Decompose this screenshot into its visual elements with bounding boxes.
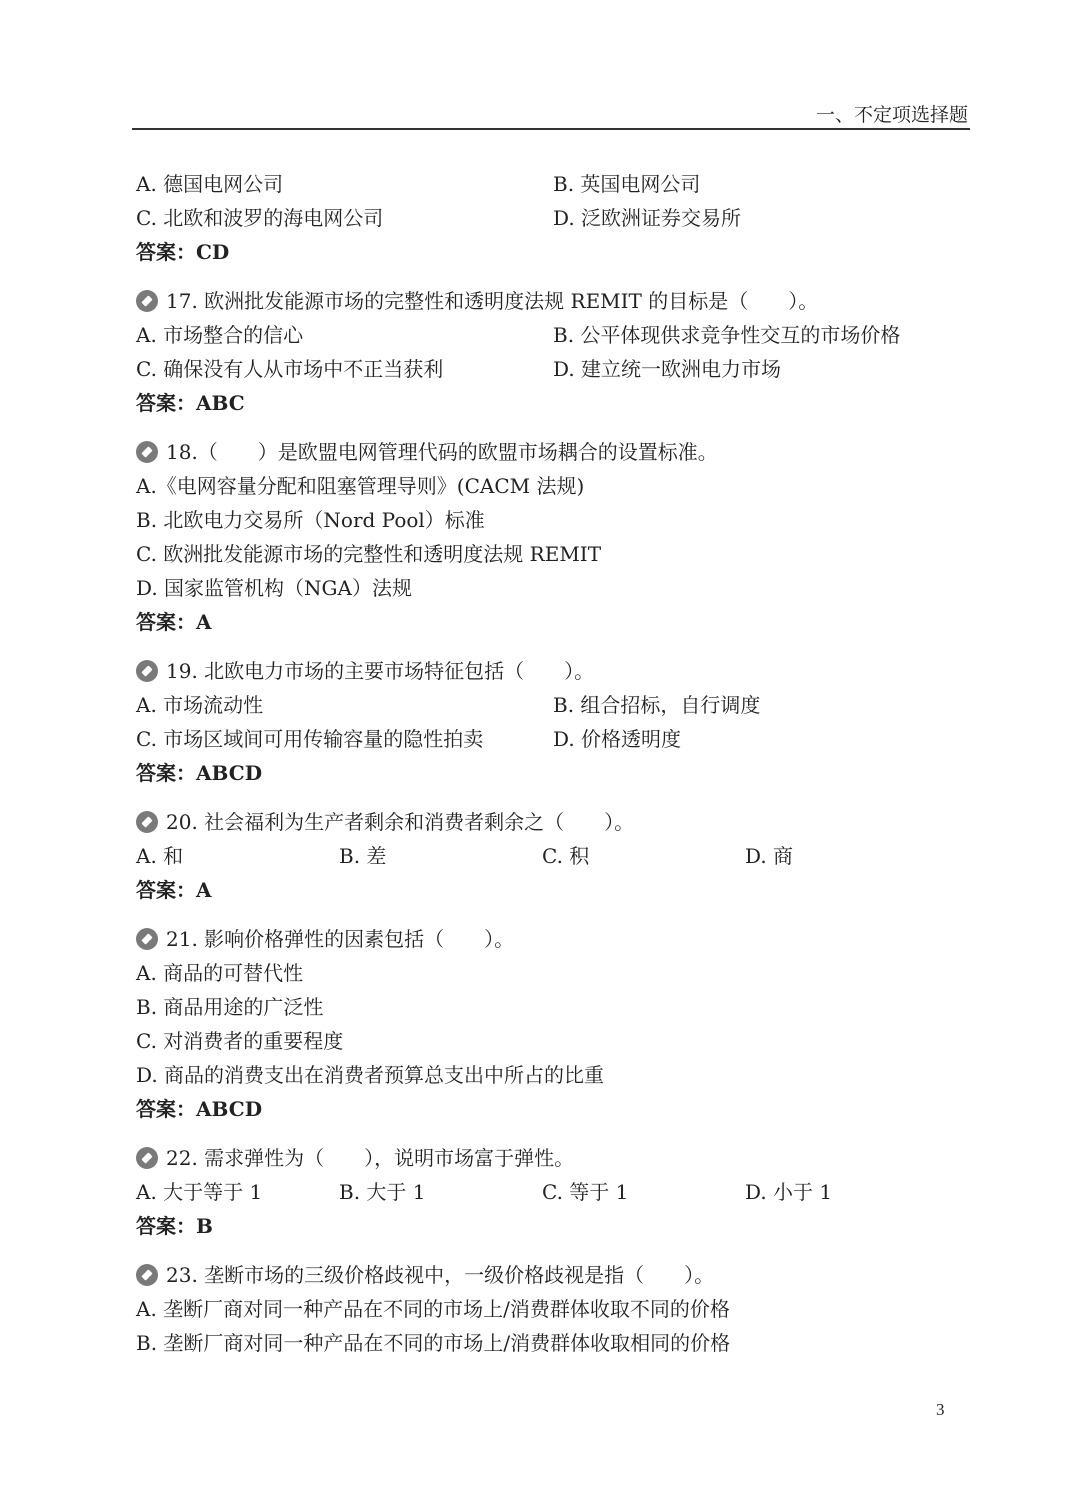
option-b: B. 公平体现供求竞争性交互的市场价格 [553,323,901,347]
question-stem [136,805,970,839]
option-d: D. 泛欧洲证券交易所 [553,206,742,230]
option-a: A. 大于等于 1 [136,1180,263,1204]
question-text: 23. 垄断市场的三级价格歧视中，一级价格歧视是指（ ）。 [166,1263,715,1287]
option-a: A. 和 [136,844,184,868]
question-stem [136,1258,970,1292]
question-text: 22. 需求弹性为（ ），说明市场富于弹性。 [166,1146,575,1170]
question-text: 18.（ ）是欧盟电网管理代码的欧盟市场耦合的设置标准。 [166,440,718,464]
option-row [136,201,970,235]
option-a: A.《电网容量分配和阻塞管理导则》(CACM 法规) [136,474,585,498]
option-b: B. 垄断厂商对同一种产品在不同的市场上/消费群体收取相同的价格 [136,1331,731,1355]
option-row [136,839,970,873]
option-c: C. 等于 1 [542,1180,629,1204]
option-row [136,318,970,352]
option-d: D. 商品的消费支出在消费者预算总支出中所占的比重 [136,1063,605,1087]
question-stem [136,435,970,469]
answer: 答案：ABCD [136,761,263,785]
tag-icon [136,660,158,682]
tag-icon [136,1264,158,1286]
tag-icon [136,811,158,833]
question-text: 17. 欧洲批发能源市场的完整性和透明度法规 REMIT 的目标是（ ）。 [166,289,819,313]
question-stem [136,284,970,318]
option-b: B. 商品用途的广泛性 [136,995,324,1019]
option-row [136,167,970,201]
option-d: D. 价格透明度 [553,727,682,751]
option-a: A. 德国电网公司 [136,172,284,196]
option-c: C. 北欧和波罗的海电网公司 [136,206,384,230]
option-row [136,1175,970,1209]
option-a: A. 垄断厂商对同一种产品在不同的市场上/消费群体收取不同的价格 [136,1297,730,1321]
page-number: 3 [936,1400,945,1419]
question-text: 19. 北欧电力市场的主要市场特征包括（ ）。 [166,659,595,683]
question-list [136,167,970,1360]
option-row [136,688,970,722]
option-d: D. 小于 1 [745,1180,833,1204]
question-stem [136,922,970,956]
tag-icon [136,1147,158,1169]
option-b: B. 大于 1 [339,1180,426,1204]
question-text: 21. 影响价格弹性的因素包括（ ）。 [166,927,515,951]
option-c: C. 确保没有人从市场中不正当获利 [136,357,444,381]
header-divider [132,128,970,130]
option-d: D. 商 [745,844,794,868]
option-a: A. 商品的可替代性 [136,961,304,985]
option-a: A. 市场整合的信心 [136,323,304,347]
option-row [136,722,970,756]
answer: 答案：ABCD [136,1097,263,1121]
option-c: C. 欧洲批发能源市场的完整性和透明度法规 REMIT [136,542,602,566]
answer: 答案：A [136,878,212,902]
answer: 答案：ABC [136,391,245,415]
option-b: B. 组合招标，自行调度 [553,693,761,717]
tag-icon [136,290,158,312]
answer: 答案：CD [136,240,230,264]
option-c: C. 市场区域间可用传输容量的隐性拍卖 [136,727,484,751]
option-d: D. 建立统一欧洲电力市场 [553,357,782,381]
option-b: B. 北欧电力交易所（Nord Pool）标准 [136,508,485,532]
answer: 答案：B [136,1214,213,1238]
option-row [136,352,970,386]
tag-icon [136,928,158,950]
option-b: B. 差 [339,844,387,868]
answer: 答案：A [136,610,212,634]
tag-icon [136,441,158,463]
question-text: 20. 社会福利为生产者剩余和消费者剩余之（ ）。 [166,810,635,834]
option-c: C. 积 [542,844,590,868]
question-stem [136,654,970,688]
option-b: B. 英国电网公司 [553,172,701,196]
option-d: D. 国家监管机构（NGA）法规 [136,576,412,600]
option-a: A. 市场流动性 [136,693,264,717]
option-c: C. 对消费者的重要程度 [136,1029,344,1053]
question-stem [136,1141,970,1175]
page-header-title: 一、不定项选择题 [815,104,968,126]
